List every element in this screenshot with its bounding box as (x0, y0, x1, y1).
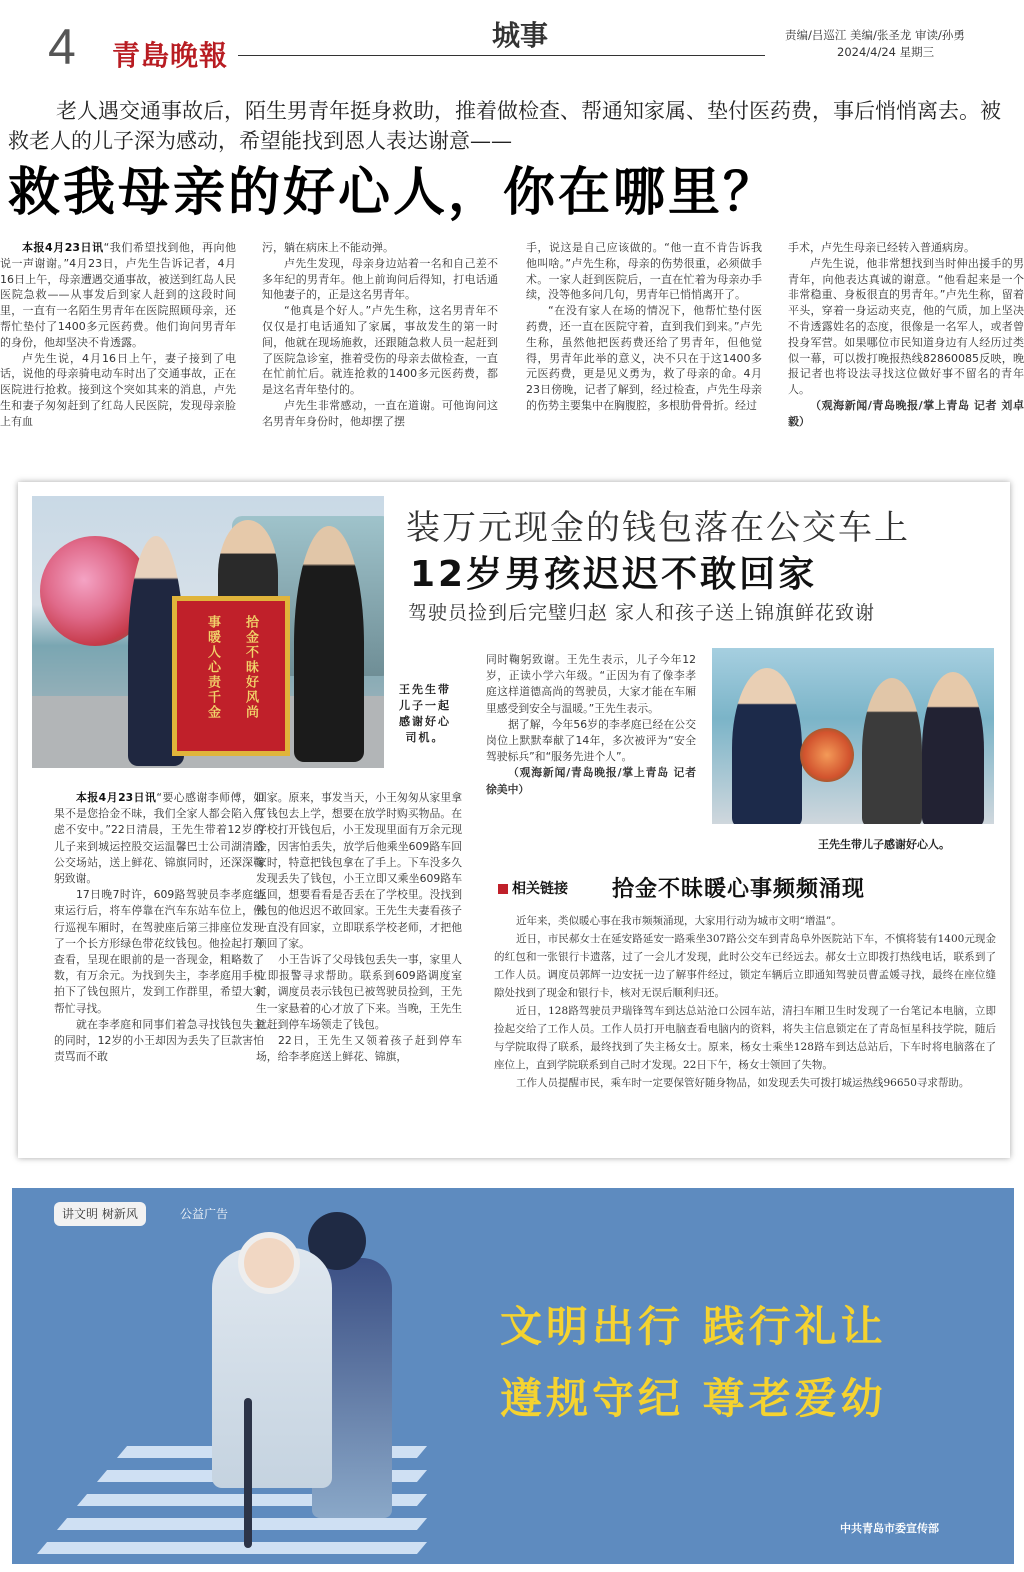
box-headline-2: 12岁男孩迟迟不敢回家 (410, 554, 818, 595)
related-link-header (494, 872, 994, 912)
person-driver (732, 668, 802, 824)
lead-column-1 (0, 240, 236, 470)
paragraph: 卢先生非常感动，一直在道谢。可他询问这名男青年身份时，他却摆了摆 (262, 398, 498, 428)
boxed-story (18, 482, 1010, 1158)
person-boy (862, 678, 922, 824)
photo2-caption: 王先生带儿子感谢好心人。 (818, 838, 950, 851)
walking-cane (244, 1398, 252, 1548)
square-bullet-icon (498, 884, 508, 894)
lead-headline: 救我母亲的好心人，你在哪里？ (8, 163, 779, 223)
elderly-woman-head (238, 1232, 300, 1294)
related-body (494, 912, 996, 1092)
public-service-ad (12, 1188, 1014, 1564)
photo-thanks-driver (32, 496, 384, 768)
newspaper-logo: 青島晚報 (112, 39, 229, 72)
silk-banner (172, 596, 290, 756)
page-header (0, 0, 1024, 80)
lead-column-2 (262, 240, 498, 470)
box-subheadline: 驾驶员捡到后完璧归赵 家人和孩子送上锦旗鲜花致谢 (408, 602, 876, 624)
ad-tag: 讲文明 树新风 (54, 1202, 146, 1226)
paragraph: 22日，王先生又领着孩子赶到停车场，给李孝庭送上鲜花、锦旗， (256, 1034, 462, 1064)
editor-credits: 责编/吕巡江 美编/张圣龙 审读/孙勇 (785, 28, 965, 42)
box-headline-1: 装万元现金的钱包落在公交车上 (406, 508, 910, 548)
paragraph: 污，躺在病床上不能动弹。 (262, 241, 394, 254)
ad-organization: 中共青岛市委宣传部 (840, 1522, 939, 1535)
person-father (922, 672, 984, 824)
paragraph: 近日，128路驾驶员尹瑞锋驾车到达总站沧口公园车站，清扫车厢卫生时发现了一台笔记本电脑，立即捡起交给了工作人员。工作人员打开电脑查看电脑内的资料，将失主信息锁定在了青岛恒星科技学院，随后与学院取得了联系，最终找到了失主杨女士。原来，杨女士乘坐128路车到达总站后，下车时将电脑落在了座位上，直到学院联系到自己时才发现。22日下午，杨女士领回了失物。 (494, 1005, 996, 1071)
paragraph: 近日，市民郝女士在延安路延安一路乘坐307路公交车到青岛阜外医院站下车，不慎将装有1400元现金的红包和一张银行卡遗落，过了一会儿才发现，此时公交车已经远去。郝女士立即拨打热线电话，联系到了工作人员。调度员郭辉一边安抚一边了解事件经过，锁定车辆后立即通知驾驶员曹孟媛寻找，最终在座位缝隙处找到了现金和银行卡，核对无误后顺利归还。 (494, 933, 996, 999)
header-rule (238, 55, 765, 56)
credit: （观海新闻/青岛晚报/掌上青岛 记者 徐美中） (486, 766, 696, 796)
paragraph: 就在李孝庭和同事们着急寻找钱包失主的同时，12岁的小王却因为丢失了巨款害怕责骂而不敢 (54, 1017, 264, 1064)
paragraph: 回家。原来，事发当天，小王匆匆从家里拿了钱包去上学，想要在放学时购买物品。在学校打开钱包后，小王发现里面有万余元现金，因害怕丢失，放学后他乘坐609路车回家时，特意把钱包拿在了手上。下车没多久发现丢失了钱包，小王立即又乘坐609路车返回，想要看看是否丢在了学校里。没找到钱包的他迟迟不敢回家。王先生夫妻看孩子一直没有回家，立即联系学校老师，才把他领回了家。 (256, 791, 462, 950)
crosswalk-stripe (37, 1542, 427, 1554)
paragraph: 卢先生说，4月16日上午，妻子接到了电话，说他的母亲骑电动车时出了交通事故，正在医院进行抢救。接到这个突如其来的消息，卢先生和妻子匆匆赶到了红岛人民医院，发现母亲脸上有血 (0, 351, 236, 428)
flower-bouquet (800, 728, 854, 782)
related-title: 拾金不昧暖心事频频涌现 (612, 877, 866, 902)
paragraph: 手术，卢先生母亲已经转入普通病房。 (788, 241, 975, 254)
paragraph: “在没有家人在场的情况下，他帮忙垫付医药费，还一直在医院守着，直到我们到来。”卢先生称，虽然他把医药费还给了男青年，但他觉得，男青年此举的意义，决不只在于这1400多元医药费，更是见义勇为，救了母亲的命。4月23日傍晚，记者了解到，经过检查，卢先生母亲的伤势主要集中在胸腹腔，多根肋骨骨折。经过 (526, 304, 762, 412)
related-label: 相关链接 (512, 881, 568, 897)
banner-text: 拾金不昧好风尚 (243, 615, 258, 720)
paragraph: 卢先生说，他非常想找到当时伸出援手的男青年，向他表达真诚的谢意。“他看起来是一个非常稳重、身板很直的男青年。”卢先生称，留着平头，穿着一身运动夹克，他的气质，加上坚决不肯透露姓名的态度，很像是一名军人，或者曾投身军营。如果哪位市民知道身边有人经历过类似一幕，可以拨打晚报热线82860085反映，晚报记者也将设法寻找这位做好事不留名的青年人。 (788, 256, 1024, 397)
paragraph: 据了解，今年56岁的李孝庭已经在公交岗位上默默奉献了14年，多次被评为“安全驾驶标兵”和“服务先进个人”。 (486, 717, 696, 764)
lead-article (0, 240, 1024, 470)
issue-date: 2024/4/24 星期三 (837, 45, 935, 59)
credit: （观海新闻/青岛晚报/掌上青岛 记者 刘卓毅） (788, 398, 1024, 428)
ad-slogan-1: 文明出行 践行礼让 (500, 1302, 887, 1351)
photo-thanks-good-samaritan (712, 648, 994, 824)
page-number: 4 (48, 19, 76, 75)
paragraph: 工作人员提醒市民，乘车时一定要保管好随身物品，如发现丢失可拨打城运热线96650寻求帮助。 (516, 1077, 970, 1089)
paragraph: 小王告诉了父母钱包丢失一事，家里人立即报警寻求帮助。联系到609路调度室时，调度员表示钱包已被驾驶员捡到，王先生一家悬着的心才放了下来。当晚，王先生就赶到停车场领走了钱包。 (256, 953, 462, 1031)
paragraph: “要心感谢李师傅，如果不是您拾金不昧，我们全家人都会陷入焦虑不安中。”22日清晨，王先生带着12岁的儿子来到城运控股交运温馨巴士公司湖清路公交场站，送上鲜花、锦旗同时，还深深鞠躬致谢。 (54, 791, 264, 886)
paragraph: 手，说这是自己应该做的。“他一直不肯告诉我他叫啥。”卢先生称，母亲的伤势很重，必须做手术。一家人赶到医院后，一直在忙着为母亲办手续，没等他多问几句，男青年已悄悄离开了。 (526, 241, 762, 302)
box-column-1 (54, 790, 264, 1146)
person-boy (294, 526, 364, 762)
section-title: 城事 (491, 19, 548, 52)
dateline: 本报4月23日讯 (76, 791, 157, 804)
banner-text: 事暖人心责千金 (205, 615, 220, 720)
dateline: 本报4月23日讯 (22, 241, 104, 254)
crosswalk-stripe (57, 1518, 427, 1530)
lead-column-3 (526, 240, 762, 470)
ad-slogan-2: 遵规守纪 尊老爱幼 (500, 1374, 887, 1423)
paragraph: “他真是个好人。”卢先生称，这名男青年不仅仅是打电话通知了家属，事故发生的第一时间，他就在现场施救，还跟随急救人员一起赶到了医院急诊室，推着受伤的母亲去做检查，一直在忙前忙后。就连抢救的1400多元医药费，都是这名青年垫付的。 (262, 304, 498, 397)
paragraph: 17日晚7时许，609路驾驶员李孝庭结束运行后，将车停靠在汽车东站车位上，例行巡视车厢时，在驾驶座后第三排座位发现了一个长方形绿色带花纹钱包。他捡起打开查看，呈现在眼前的是一沓现金，粗略数了数，有万余元。为找到失主，李孝庭用手机拍下了钱包照片，发到工作群里，希望大家帮忙寻找。 (54, 888, 264, 1015)
paragraph: 卢先生发现，母亲身边站着一名和自己差不多年纪的男青年。他上前询问后得知，打电话通知他妻子的，正是这名男青年。 (262, 256, 498, 302)
box-column-2 (256, 790, 462, 1146)
paragraph: 近年来，类似暖心事在我市频频涌现，大家用行动为城市文明“增温”。 (516, 915, 842, 927)
paragraph: 同时鞠躬致谢。王先生表示，儿子今年12岁，正读小学六年级。“正因为有了像李孝庭这样道德高尚的驾驶员，大家才能在车厢里感受到安全与温暖。”王先生表示。 (486, 653, 696, 715)
lead-intro: 老人遇交通事故后，陌生男青年挺身救助，推着做检查、帮通知家属、垫付医药费，事后悄悄离去。被救老人的儿子深为感动，希望能找到恩人表达谢意—— (8, 99, 1001, 153)
paragraph: “我们希望找到他，再向他说一声谢谢。”4月23日，卢先生告诉记者，4月16日上午，母亲遭遇交通事故，被送到红岛人民医院急救——从事发后到家人赶到的这段时间里，一直有一名陌生男青年在医院照顾母亲，还帮忙垫付了1400多元医药费。他们询问男青年的身份，他却坚决不肯透露。 (0, 241, 236, 349)
photo1-caption: 王先生带儿子一起感谢好心司机。 (399, 683, 451, 744)
box-column-3 (486, 652, 696, 852)
lead-column-4 (788, 240, 1024, 470)
ad-type: 公益广告 (180, 1207, 229, 1221)
